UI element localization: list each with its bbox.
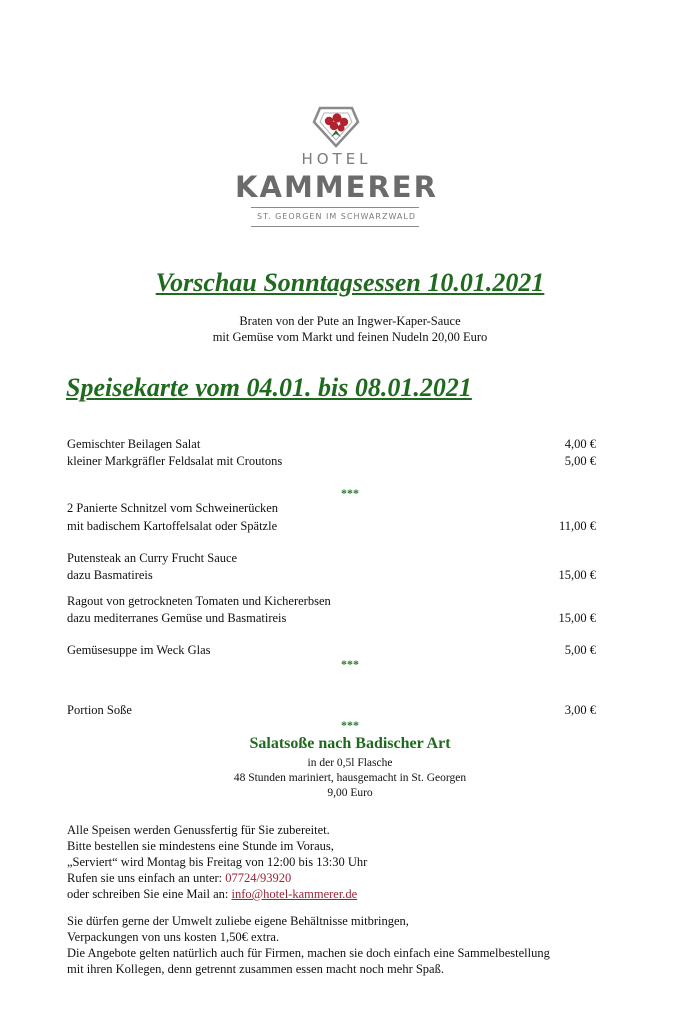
menu-item-price: 3,00 € [564,703,596,717]
call-prefix: Rufen sie uns einfach an unter: [67,871,226,885]
mail-prefix: oder schreiben Sie eine Mail an: [67,887,232,901]
sunday-preview-line1: Braten von der Pute an Ingwer-Kaper-Sauce [239,314,461,328]
logo-place-text: ST. GEORGEN IM SCHWARZWALD [256,212,417,221]
sunday-preview-title: Vorschau Sonntagsessen 10.01.2021 [155,268,545,297]
menu-item-price: 11,00 € [558,519,596,533]
hotel-logo [0,100,673,235]
logo-hotel-text: HOTEL [301,150,372,168]
menu-item-price: 4,00 € [564,437,596,451]
footer-line: mit ihren Kollegen, denn getrennt zusammen essen macht noch mehr Spaß. [67,962,444,976]
menu-item-name: 2 Panierte Schnitzel vom Schweinerücken [67,501,279,515]
salad-dressing-line2: 48 Stunden mariniert, hausgemacht in St. Georgen [233,772,467,784]
sunday-preview-line2: mit Gemüse vom Markt und feinen Nudeln 20,00 Euro [212,330,488,344]
menu-item-description: dazu mediterranes Gemüse und Basmatireis [67,611,287,625]
salad-dressing-title: Salatsoße nach Badischer Art [249,735,451,752]
menu-item-name: Portion Soße [67,703,132,717]
menu-item-name: kleiner Markgräfler Feldsalat mit Croutons [67,454,283,468]
menu-item-name: Gemüsesuppe im Weck Glas [67,643,211,657]
menu-item-description: dazu Basmatireis [67,568,153,582]
phone-number[interactable]: 07724/93920 [225,871,292,885]
salad-dressing-price: 9,00 Euro [327,787,373,799]
info-line: „Serviert“ wird Montag bis Freitag von 12:00 bis 13:30 Uhr [67,855,368,869]
salad-dressing-line1: in der 0,5l Flasche [307,757,393,769]
logo-divider-bottom [251,226,419,227]
menu-item-name: Ragout von getrockneten Tomaten und Kichererbsen [67,594,331,608]
menu-item-name: Gemischter Beilagen Salat [67,437,201,451]
menu-item-price: 5,00 € [564,454,596,468]
separator-stars: *** [341,718,359,732]
menu-item-price: 15,00 € [558,611,596,625]
info-line: Bitte bestellen sie mindestens eine Stunde im Voraus, [67,839,334,853]
logo-name-text: KAMMERER [235,170,438,204]
footer-line: Die Angebote gelten natürlich auch für Firmen, machen sie doch einfach eine Sammelbestellung [67,946,550,960]
menu-item-description: mit badischem Kartoffelsalat oder Spätzle [67,519,278,533]
menu-title: Speisekarte vom 04.01. bis 08.01.2021 [66,373,472,402]
menu-item-price: 5,00 € [564,643,596,657]
footer-line: Verpackungen von uns kosten 1,50€ extra. [67,930,280,944]
separator-stars: *** [341,657,359,671]
hotel-emblem-icon [310,104,362,150]
info-call-line [67,870,291,886]
info-line: Alle Speisen werden Genussfertig für Sie zubereitet. [67,823,330,837]
footer-line: Sie dürfen gerne der Umwelt zuliebe eigene Behältnisse mitbringen, [67,914,409,928]
email-link[interactable]: info@hotel-kammerer.de [231,887,358,901]
info-mail-line [67,886,357,902]
logo-divider [251,207,419,208]
menu-item-price: 15,00 € [558,568,596,582]
separator-stars: *** [341,486,359,500]
menu-item-name: Putensteak an Curry Frucht Sauce [67,551,238,565]
